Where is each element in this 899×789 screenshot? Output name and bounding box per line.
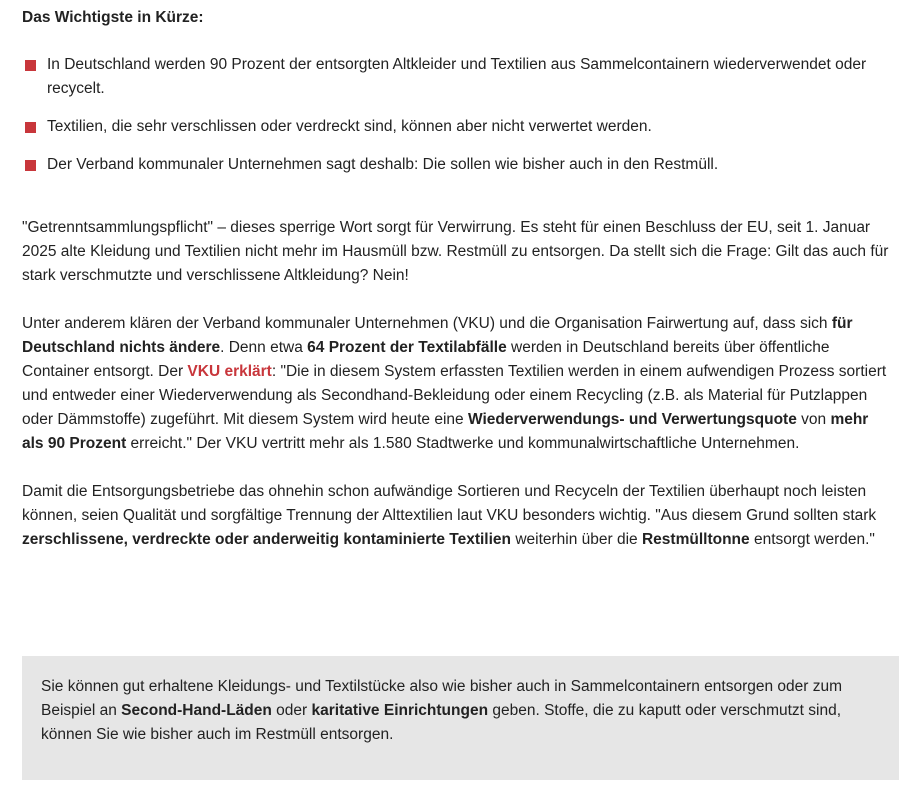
summary-item-text: Textilien, die sehr verschlissen oder verdreckt sind, können aber nicht verwertet werden. — [47, 118, 652, 135]
bold-text: karitative Einrichtungen — [311, 702, 489, 719]
summary-item — [22, 115, 887, 139]
info-box — [22, 656, 899, 780]
summary-heading: Das Wichtigste in Kürze: — [22, 9, 204, 26]
intro-paragraph: "Getrenntsammlungspflicht" – dieses sperrige Wort sorgt für Verwirrung. Es steht für einen Beschluss der EU, seit 1. Januar 2025 alte Kleidung und Textilien nicht mehr im Hausmüll bzw. Restmüll zu entsorgen. Da stellt sich die Frage: Gilt das auch für stark verschmutzte und verschlissene Altkleidung? Nein! — [22, 219, 889, 284]
summary-list — [22, 53, 899, 177]
text-span: . Denn etwa — [220, 339, 308, 356]
summary-item — [22, 153, 887, 177]
article-content — [22, 0, 899, 552]
summary-item — [22, 53, 887, 101]
vku-paragraph — [22, 312, 892, 456]
info-box-text — [41, 675, 879, 747]
sorting-paragraph — [22, 480, 892, 552]
text-span: oder — [271, 702, 312, 719]
square-bullet-icon — [25, 160, 36, 171]
bold-text: Restmülltonne — [641, 531, 750, 548]
vku-explains-link[interactable]: VKU erklärt — [187, 363, 272, 380]
text-span: Sie können gut erhaltene Kleidungs- und Textilstücke also wie bisher auch in Sammelcontainern entsorgen oder zum Beispiel an — [41, 678, 843, 719]
text-span: Unter anderem klären der Verband kommunaler Unternehmen (VKU) und die Organisation Fairwertung auf, dass sich — [22, 315, 832, 332]
bold-text: zerschlissene, verdreckte oder anderweitig kontaminierte Textilien — [22, 531, 512, 548]
square-bullet-icon — [25, 60, 36, 71]
text-span: werden in Deutschland bereits über öffentliche Container entsorgt. Der — [22, 339, 830, 380]
text-span: entsorgt werden." — [749, 531, 875, 548]
bold-text: Second-Hand-Läden — [121, 702, 272, 719]
text-span: weiterhin über die — [511, 531, 642, 548]
text-span: geben. Stoffe, die zu kaputt oder verschmutzt sind, können Sie wie bisher auch im Restmüll entsorgen. — [41, 702, 842, 743]
text-span: erreicht." Der VKU vertritt mehr als 1.580 Stadtwerke und kommunalwirtschaftliche Unternehmen. — [126, 435, 800, 452]
bold-text: Wiederverwendungs- und Verwertungsquote — [467, 411, 797, 428]
summary-item-text: In Deutschland werden 90 Prozent der entsorgten Altkleider und Textilien aus Sammelcontainern wiederverwendet oder recycelt. — [47, 56, 867, 97]
square-bullet-icon — [25, 122, 36, 133]
bold-text: 64 Prozent der Textilabfälle — [307, 339, 507, 356]
text-span: Damit die Entsorgungsbetriebe das ohnehin schon aufwändige Sortieren und Recyceln der Textilien überhaupt noch leisten können, seien Qualität und sorgfältige Trennung der Alttextilien laut VKU besonders wichtig. "Aus diesem Grund sollten stark — [22, 483, 877, 524]
text-span: : "Die in diesem System erfassten Textilien werden in einem aufwendigen Prozess sortiert und entweder einer Wiederverwendung als Secondhand-Bekleidung oder einem Recycling (z.B. als Material für Putzlappen oder Dämmstoffe) zugeführt. Mit diesem System wird heute eine — [22, 363, 887, 428]
bold-text: mehr als 90 Prozent — [22, 411, 869, 452]
text-span: von — [796, 411, 831, 428]
summary-item-text: Der Verband kommunaler Unternehmen sagt deshalb: Die sollen wie bisher auch in den Restmüll. — [47, 156, 719, 173]
bold-text: für Deutschland nichts ändere — [22, 315, 853, 356]
